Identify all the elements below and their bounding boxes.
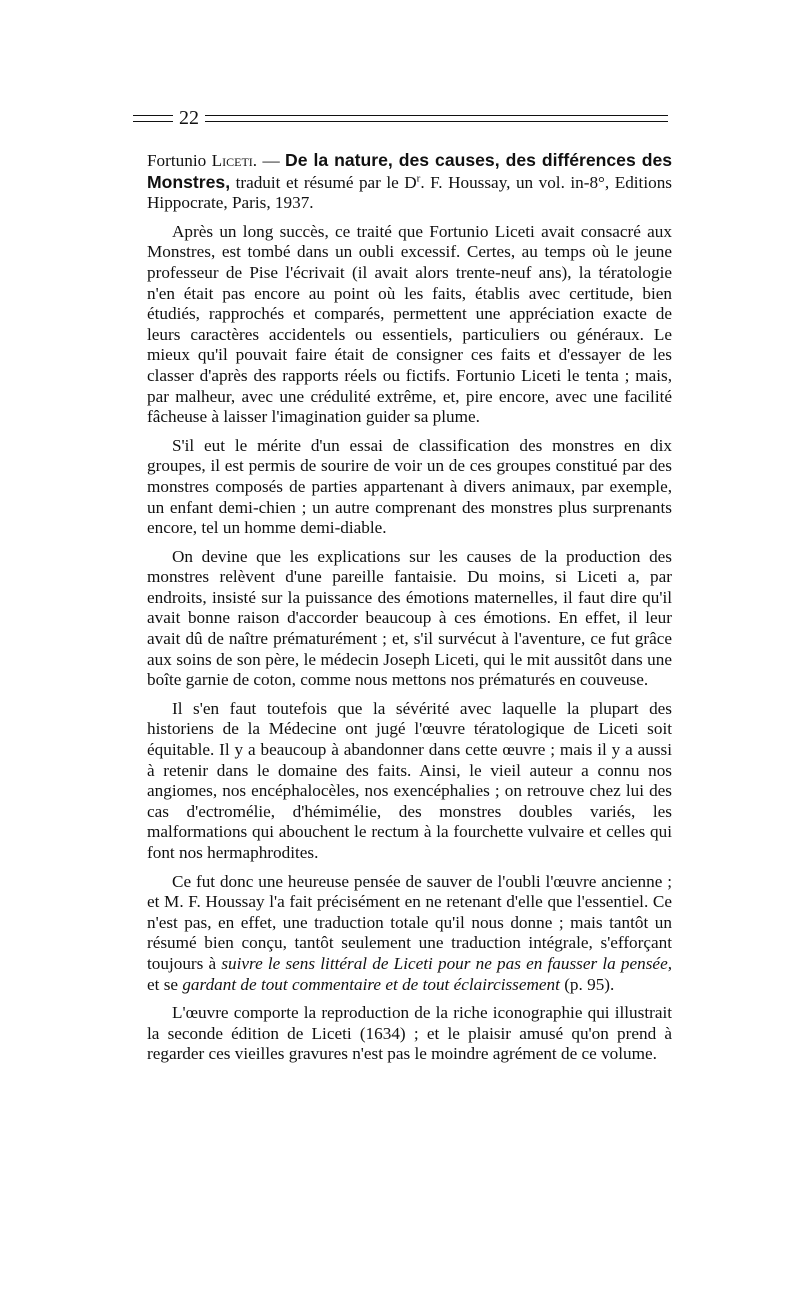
paragraph-5 xyxy=(147,872,672,996)
citation-author-first: Fortunio xyxy=(147,151,207,170)
citation-paragraph xyxy=(147,150,672,214)
paragraph-2: S'il eut le mérite d'un essai de classification des monstres en dix groupes, il est permis de sourire de voir un de ces groupes constitué par des monstres composés de parties appartenant à divers animaux, par exemple, un enfant demi-chien ; un autre comprenant des monstres plus surprenants encore, tel un homme demi-diable. xyxy=(147,435,672,538)
paragraph-5-text: Ce fut donc une heureuse pensée de sauver de l'oubli l'œuvre ancienne ; et M. F. Houssay l'a fait précisément en ne retenant d'elle que l'essentiel. Ce n'est pas, en effet, une traduction totale qu'il nous donne ; mais tantôt un résumé bien conçu, tantôt seulement une traduction intégrale, s'efforçant toujours à xyxy=(147,871,672,973)
header-rule-left xyxy=(133,115,173,122)
book-title: De la nature, des causes, des différences des Monstres, xyxy=(147,150,673,192)
paragraph-4: Il s'en faut toutefois que la sévérité avec laquelle la plupart des historiens de la Médecine ont jugé l'œuvre tératologique de Liceti soit équitable. Il y a beaucoup à abandonner dans cette œuvre ; mais il y a aussi à retenir dans le domaine des faits. Ainsi, le vieil auteur a connu nos angiomes, nos encéphalocèles, nos exencéphalies ; on retrouve chez lui des cas d'ectromélie, d'hémimélie, des monstres doubles variés, les malformations qui abouchent le rectum à la fourchette vulvaire et celles qui font nos hermaphrodites. xyxy=(147,698,672,862)
citation-translator-suffix: . F. Houssay, un vol. in-8°, Editions Hippocrate, Paris, 1937. xyxy=(147,172,672,213)
paragraph-5-end: (p. 95). xyxy=(559,974,615,994)
citation-translator-prefix: traduit et résumé par le D xyxy=(230,172,417,192)
article-body xyxy=(147,150,672,1073)
citation-translator-sup: r xyxy=(416,171,421,184)
citation-dash: . — xyxy=(252,151,286,170)
paragraph-6: L'œuvre comporte la reproduction de la riche iconographie qui illustrait la seconde édition de Liceti (1634) ; et le plaisir amusé qu'on prend à regarder ces vieilles gravures n'est pas le moindre agrément de ce volume. xyxy=(147,1003,672,1064)
citation-author-last: Liceti xyxy=(211,151,253,170)
page-number: 22 xyxy=(179,107,199,129)
paragraph-5-quote-2: gardant de tout commentaire et de tout éclaircissement xyxy=(182,974,560,994)
paragraph-1: Après un long succès, ce traité que Fortunio Liceti avait consacré aux Monstres, est tombé dans un oubli excessif. Certes, au temps où le jeune professeur de Pise l'écrivait (il avait alors trente-neuf ans), la tératologie n'en était pas encore au point où les faits, établis avec certitude, bien étudiés, rapprochés et comparés, permettent une appréciation exacte de leurs caractères accidentels ou essentiels, particuliers ou généraux. Le mieux qu'il pouvait faire était de consigner ces faits et d'essayer de les classer d'après des rapports réels ou fictifs. Fortunio Liceti le tenta ; mais, par malheur, avec une crédulité extrême, et, pire encore, avec une facilité fâcheuse à laisser l'imagination guider sa plume. xyxy=(147,221,672,427)
paragraph-5-middle: et se xyxy=(147,974,183,994)
header-rule-right xyxy=(205,115,668,122)
page-header xyxy=(133,108,668,128)
paragraph-3: On devine que les explications sur les causes de la production des monstres relèvent d'une pareille fantaisie. Du moins, si Liceti a, par endroits, insisté sur la puissance des émotions maternelles, il faut dire qu'il avait bonne raison d'accorder beaucoup à ces émotions. En effet, il leur avait dû de naître prématurément ; et, s'il survécut à l'aventure, ce fut grâce aux soins de son père, le médecin Joseph Liceti, qui le mit aussitôt dans une boîte garnie de coton, comme nous mettons nos prématurés en couveuse. xyxy=(147,546,672,690)
paragraph-5-quote-1: suivre le sens littéral de Liceti pour ne pas en fausser la pensée, xyxy=(221,953,672,973)
